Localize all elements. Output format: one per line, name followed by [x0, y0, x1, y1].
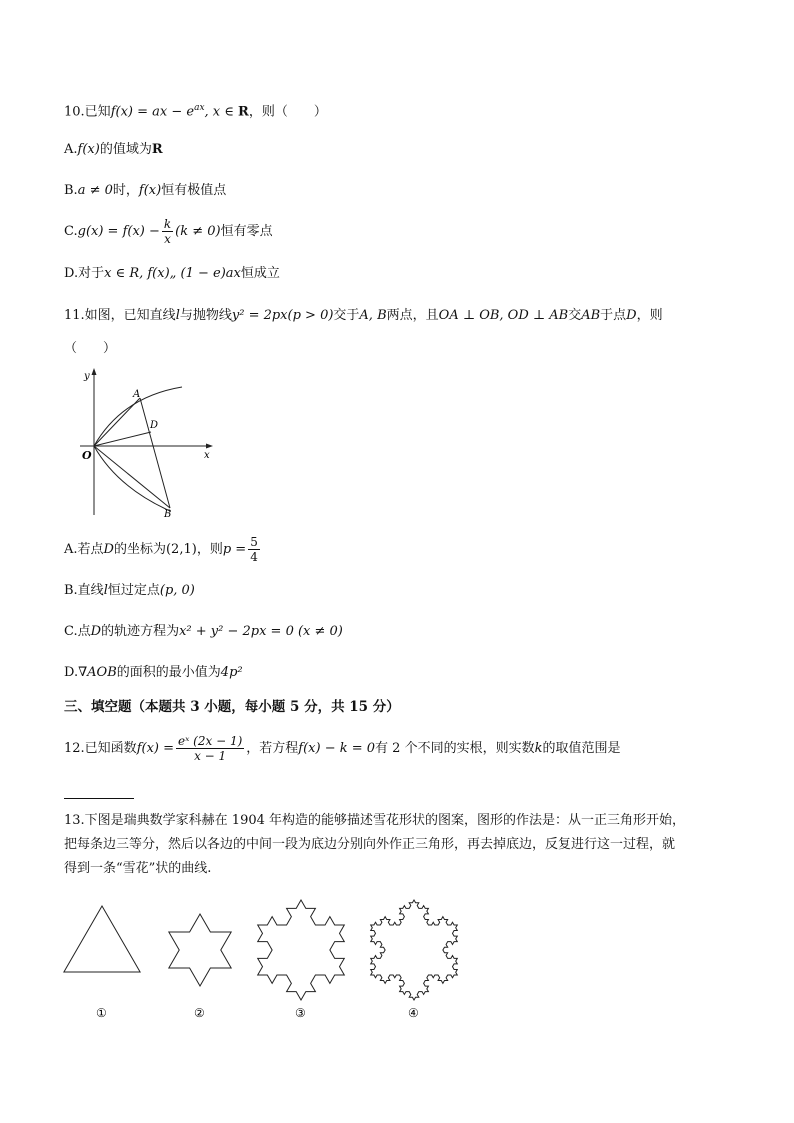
- q12-fraction: $\frac{\text{eˣ (2x − 1)}}{x - 1}$: [178, 734, 243, 763]
- q11-parabola-figure: [72, 365, 222, 520]
- q12-stem: 12.已知函数f(x) = $\frac{\text{eˣ (2x − 1)}}{x - 1}$ ，若方程f(x) − k = 0有 2 个不同的实根，则实数k的取值范围是: [64, 734, 621, 763]
- y-axis-arrow-icon: [92, 368, 97, 375]
- point-a-label: A: [133, 389, 141, 400]
- q11-a-fraction: $\frac{5}{4}$: [250, 535, 258, 564]
- koch-figure-3: [258, 900, 345, 1000]
- x-axis-label: x: [204, 450, 210, 461]
- q10-option-d: D.对于x ∈ R, f(x)„ (1 − e)ax恒成立: [64, 266, 280, 281]
- x-axis-arrow-icon: [206, 444, 213, 449]
- q10-option-a: A.f(x)的值域为R: [64, 142, 163, 157]
- section-3-title: 三、填空题（本题共 3 小题，每小题 5 分，共 15 分）: [64, 699, 400, 715]
- origin-label: O: [82, 449, 92, 462]
- point-b-label: B: [164, 509, 172, 520]
- q10-stem: 10.已知f(x) = ax − $e^{ax}$, x ∈ R，则（ ）: [64, 103, 327, 120]
- koch-label-4: ④: [408, 1006, 419, 1020]
- point-d-label: D: [150, 420, 159, 431]
- line-oa: [94, 398, 140, 446]
- koch-figure-4: [371, 900, 458, 1000]
- q11-stem: 11.如图，已知直线l与抛物线y² = 2px(p > 0)交于A, B两点，且OA ⊥ OB, OD ⊥ AB交AB于点D，则: [64, 308, 663, 323]
- q11-stem-paren: （ ）: [64, 341, 117, 356]
- koch-label-2: ②: [194, 1006, 205, 1020]
- q11-option-a: A.若点D的坐标为(2,1)，则p = $\frac{5}{4}$: [64, 535, 258, 564]
- q10-c-fraction: $\frac{k}{x}$: [163, 217, 172, 246]
- koch-figure-1: [64, 906, 140, 972]
- koch-label-3: ③: [295, 1006, 306, 1020]
- y-axis-label: y: [84, 371, 90, 382]
- q13-line-3: 得到一条“雪花”状的曲线.: [64, 861, 212, 876]
- q12-answer-blank[interactable]: [64, 798, 134, 799]
- koch-figure-2: [169, 914, 231, 986]
- q10-option-b: B.a ≠ 0时，f(x)恒有极值点: [64, 183, 227, 198]
- line-ab: [140, 398, 170, 508]
- parabola-curve: [94, 387, 182, 511]
- koch-snowflake-figures: [56, 895, 476, 1025]
- q11-option-b: B.直线l恒过定点(p, 0): [64, 583, 195, 598]
- q11-option-d: D.∇AOB的面积的最小值为4p²: [64, 665, 243, 680]
- line-ob: [94, 446, 170, 508]
- q13-line-2: 把每条边三等分，然后以各边的中间一段为底边分别向外作正三角形，再去掉底边，反复进行这一过程，就: [64, 837, 676, 852]
- q13-line-1: 13.下图是瑞典数学家科赫在 1904 年构造的能够描述雪花形状的图案，图形的作法是：从一正三角形开始，: [64, 813, 686, 828]
- q10-option-c: C.g(x) = f(x) − $\frac{k}{x}$ (k ≠ 0)恒有零点: [64, 217, 273, 246]
- koch-label-1: ①: [96, 1006, 107, 1020]
- line-od: [94, 432, 151, 446]
- q11-option-c: C.点D的轨迹方程为x² + y² − 2px = 0 (x ≠ 0): [64, 624, 343, 639]
